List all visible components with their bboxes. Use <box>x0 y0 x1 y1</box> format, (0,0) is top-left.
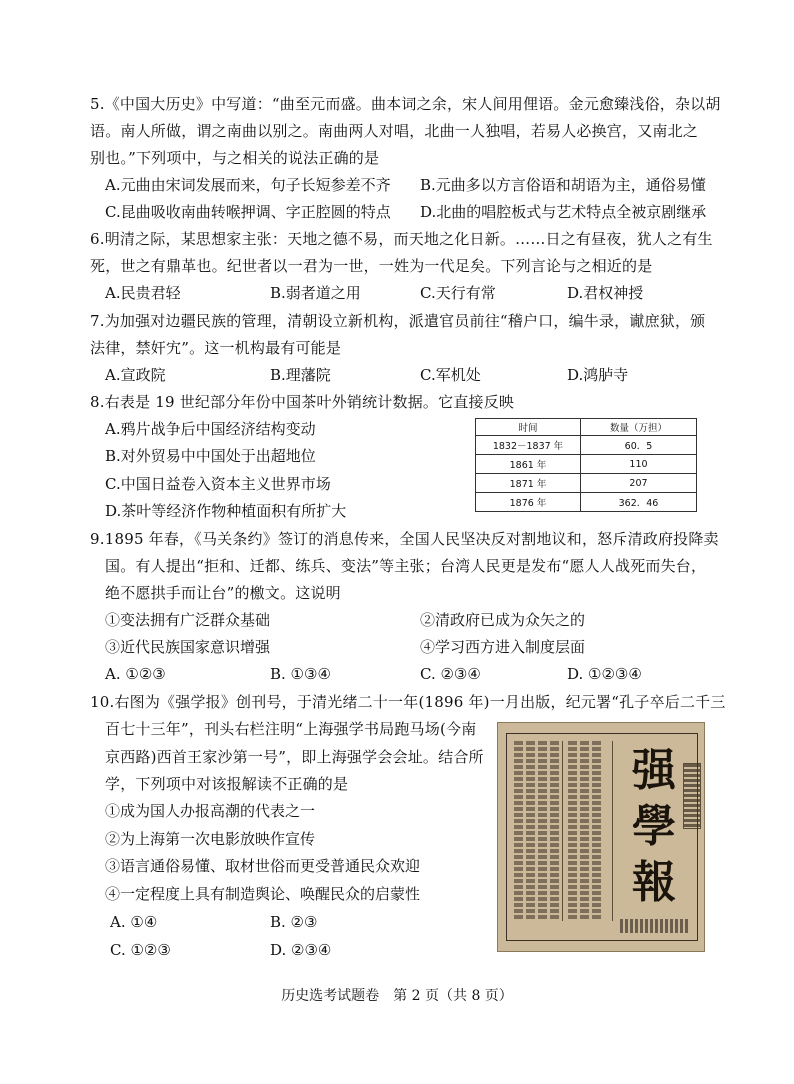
newspaper-text-column <box>568 741 577 921</box>
q10-option-c: C. ①②③ <box>110 941 171 959</box>
q7-stem-line-2: 法律，禁奸宄”。这一机构最有可能是 <box>90 339 342 357</box>
newspaper-text-column <box>514 741 523 921</box>
q8-stem: 8.右表是 19 世纪部分年份中国茶叶外销统计数据。它直接反映 <box>90 393 515 411</box>
q6-stem-line-1: 6.明清之际，某思想家主张：天地之德不易，而天地之化日新。……日之有昼夜，犹人之有生 <box>90 230 713 248</box>
qiangxuebao-newspaper-image <box>497 722 705 952</box>
newspaper-column-rule <box>562 741 563 921</box>
q5-option-c: C.昆曲吸收南曲转喉押调、字正腔圆的特点 <box>105 203 391 221</box>
q9-option-b: B. ①③④ <box>270 665 331 683</box>
q9-option-a: A. ①②③ <box>105 665 166 683</box>
q8-option-a: A.鸦片战争后中国经济结构变动 <box>105 420 316 438</box>
table-cell: 1832－1837 年 <box>476 436 581 455</box>
q6-stem-line-2: 死，世之有鼎革也。纪世者以一君为一世，一姓为一代足矣。下列言论与之相近的是 <box>90 257 653 275</box>
masthead-char: 學 <box>632 801 676 852</box>
q8-option-c: C.中国日益卷入资本主义世界市场 <box>105 475 331 493</box>
q8-option-b: B.对外贸易中中国处于出超地位 <box>105 447 316 465</box>
newspaper-stamp <box>683 763 701 829</box>
table-cell: 362．46 <box>581 493 697 512</box>
table-header-time: 时间 <box>476 419 581 436</box>
newspaper-text-column <box>592 741 601 921</box>
q9-statement-3: ③近代民族国家意识增强 <box>105 638 271 656</box>
table-cell: 1861 年 <box>476 455 581 474</box>
newspaper-text-column <box>550 741 559 921</box>
newspaper-column-rule <box>612 741 613 921</box>
table-cell: 1876 年 <box>476 493 581 512</box>
page-footer: 历史选考试题卷 第 2 页（共 8 页） <box>281 988 513 1004</box>
table-row <box>476 436 697 455</box>
q10-stem-line-4: 学，下列项中对该报解读不正确的是 <box>105 775 349 793</box>
q5-stem-line-3: 别也。”下列项中，与之相关的说法正确的是 <box>90 149 380 167</box>
table-cell: 1871 年 <box>476 474 581 493</box>
q10-option-a: A. ①④ <box>110 913 158 931</box>
table-cell: 110 <box>581 455 697 474</box>
q9-statement-2: ②清政府已成为众矢之的 <box>420 611 586 629</box>
table-header-row <box>476 419 697 436</box>
q6-option-b: B.弱者道之用 <box>270 284 361 302</box>
q10-stem-line-2: 百七十三年”，刊头右栏注明“上海强学书局跑马场(今南 <box>105 720 477 738</box>
q5-option-d: D.北曲的唱腔板式与艺术特点全被京剧继承 <box>420 203 707 221</box>
q10-statement-1: ①成为国人办报高潮的代表之一 <box>105 802 316 820</box>
q9-statement-4: ④学习西方进入制度层面 <box>420 638 586 656</box>
q10-statement-3: ③语言通俗易懂、取材世俗而更受普通民众欢迎 <box>105 857 421 875</box>
newspaper-text-column <box>580 741 589 921</box>
q8-option-d: D.茶叶等经济作物种植面积有所扩大 <box>105 502 347 520</box>
masthead-char: 報 <box>632 857 676 908</box>
table-row <box>476 493 697 512</box>
newspaper-masthead <box>618 743 690 911</box>
q6-option-c: C.天行有常 <box>420 284 496 302</box>
q10-option-b: B. ②③ <box>270 913 318 931</box>
q5-option-a: A.元曲由宋词发展而来，句子长短参差不齐 <box>105 176 391 194</box>
newspaper-text-column <box>526 741 535 921</box>
table-row <box>476 455 697 474</box>
table-cell: 60．5 <box>581 436 697 455</box>
q7-option-d: D.鸿胪寺 <box>567 366 629 384</box>
q10-stem-line-1: 10.右图为《强学报》创刊号，于清光绪二十一年(1896 年)一月出版，纪元署“孔子卒后二千三 <box>90 693 726 711</box>
q6-option-d: D.君权神授 <box>567 284 644 302</box>
q10-option-d: D. ②③④ <box>270 941 332 959</box>
q10-statement-4: ④一定程度上具有制造舆论、唤醒民众的启蒙性 <box>105 885 421 903</box>
q10-statement-2: ②为上海第一次电影放映作宣传 <box>105 830 316 848</box>
newspaper-date-line <box>620 919 688 933</box>
q9-option-c: C. ②③④ <box>420 665 481 683</box>
q5-stem-line-1: 5.《中国大历史》中写道：“曲至元而盛。曲本词之余，宋人间用俚语。金元愈臻浅俗，杂以胡 <box>90 95 721 113</box>
q9-stem-line-1: 9.1895 年春，《马关条约》签订的消息传来，全国人民坚决反对割地议和，怒斥清政府投降卖 <box>90 530 719 548</box>
q7-option-a: A.宣政院 <box>105 366 166 384</box>
tea-export-table <box>475 418 697 512</box>
table-header-quantity: 数量（万担） <box>581 419 697 436</box>
q9-stem-line-2: 国。有人提出“拒和、迁都、练兵、变法”等主张；台湾人民更是发布“愿人人战死而失台， <box>105 557 707 575</box>
q6-option-a: A.民贵君轻 <box>105 284 181 302</box>
table-cell: 207 <box>581 474 697 493</box>
q10-stem-line-3: 京西路)西首王家沙第一号”，即上海强学会会址。结合所 <box>105 748 484 766</box>
table-row <box>476 474 697 493</box>
q7-option-c: C.军机处 <box>420 366 481 384</box>
q5-stem-line-2: 语。南人所做，谓之南曲以别之。南曲两人对唱，北曲一人独唱，若易人必换宫，又南北之 <box>90 122 699 140</box>
newspaper-text-column <box>538 741 547 921</box>
q9-stem-line-3: 绝不愿拱手而让台”的檄文。这说明 <box>105 584 341 602</box>
q7-option-b: B.理藩院 <box>270 366 331 384</box>
q9-statement-1: ①变法拥有广泛群众基础 <box>105 611 271 629</box>
q9-option-d: D. ①②③④ <box>567 665 642 683</box>
masthead-char: 强 <box>632 745 676 796</box>
q7-stem-line-1: 7.为加强对边疆民族的管理，清朝设立新机构，派遣官员前往“稽户口，编牛录，谳庶狱，颁 <box>90 312 706 330</box>
q5-option-b: B.元曲多以方言俗语和胡语为主，通俗易懂 <box>420 176 706 194</box>
